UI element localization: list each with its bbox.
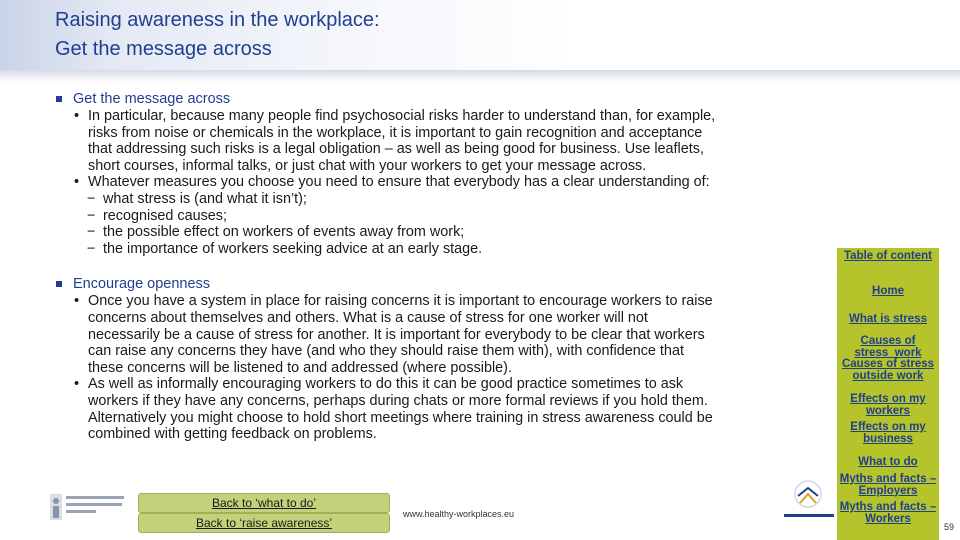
text-line: Alternatively you might choose to hold short meetings where training in stress awareness could be bbox=[88, 409, 713, 426]
text-line: Once you have a system in place for raising concerns it is important to encourage workers to raise bbox=[88, 293, 713, 310]
section-heading: Encourage openness bbox=[55, 275, 835, 293]
square-bullet-icon bbox=[56, 96, 62, 102]
nav-causes-stress-work[interactable]: Causes of stress_work bbox=[854, 335, 922, 359]
section-heading: Get the message across bbox=[55, 90, 835, 108]
dash-icon: − bbox=[87, 240, 96, 257]
sub-bullet-item: − the possible effect on workers of events away from work; bbox=[87, 224, 465, 241]
bullet-dot-icon: • bbox=[74, 174, 80, 191]
text-line: that addressing such risks is a legal obligation – as well as being good for business. Use leaflets, bbox=[88, 141, 704, 158]
bullet-item bbox=[55, 108, 835, 174]
dash-icon: − bbox=[87, 190, 96, 207]
text-line: can raise any concerns they have (and who they should raise them with), with confidence that bbox=[88, 343, 684, 360]
bullet-item bbox=[55, 293, 835, 376]
text-line: necessarily be a cause of stress for another. It is important for everybody to be clear that workers bbox=[88, 326, 705, 343]
dash-icon: − bbox=[87, 224, 96, 241]
page-title-line1: Raising awareness in the workplace: bbox=[55, 9, 380, 31]
eu-osha-logo bbox=[48, 492, 128, 522]
bullet-dot-icon: • bbox=[74, 376, 80, 393]
text-line: Whatever measures you choose you need to ensure that everybody has a clear understanding of: bbox=[88, 174, 710, 191]
text-line: combined with getting feedback on problems. bbox=[88, 426, 377, 443]
sub-bullet-item: − recognised causes; bbox=[87, 207, 227, 224]
healthy-workplaces-logo-icon bbox=[778, 478, 840, 530]
text-line: As well as informally encouraging workers to do this it can be good practice sometimes to ask bbox=[88, 376, 684, 393]
header-divider bbox=[0, 70, 960, 82]
text-line: workers if they have any concerns, perhaps during chats or more formal reviews if you hold them. bbox=[88, 392, 708, 409]
text-line: short courses, informal talks, or just chat with your workers to get your message across. bbox=[88, 157, 647, 174]
dash-icon: − bbox=[87, 207, 96, 224]
text-line: concerns about themselves and others. What is a cause of stress for one worker will not bbox=[88, 309, 648, 326]
section-encourage-openness bbox=[55, 275, 835, 442]
nav-home[interactable]: Home bbox=[872, 285, 904, 297]
text-line: these concerns will be listened to and addressed (where possible). bbox=[88, 359, 512, 376]
spacer bbox=[55, 257, 835, 275]
back-to-what-to-do-button[interactable]: Back to ‘what to do’ bbox=[138, 493, 390, 513]
section-get-message bbox=[55, 90, 835, 257]
nav-table-of-content[interactable]: Table of content bbox=[844, 250, 932, 262]
nav-what-is-stress[interactable]: What is stress bbox=[849, 313, 927, 325]
text-line: risks from noise or chemicals in the workplace, it is important to gain recognition and acceptance bbox=[88, 124, 703, 141]
bullet-dot-icon: • bbox=[74, 108, 80, 124]
main-content bbox=[55, 90, 835, 443]
website-url[interactable]: www.healthy-workplaces.eu bbox=[403, 509, 515, 519]
navigation-sidebar bbox=[837, 248, 939, 540]
nav-what-to-do[interactable]: What to do bbox=[858, 456, 918, 468]
bullet-item bbox=[55, 174, 835, 191]
nav-myths-workers[interactable]: Myths and facts – Workers bbox=[839, 501, 937, 525]
sub-bullet-item: − the importance of workers seeking advice at an early stage. bbox=[87, 240, 483, 257]
healthy-workplaces-logo bbox=[778, 478, 840, 530]
nav-effects-workers[interactable]: Effects on my workers bbox=[850, 393, 926, 417]
square-bullet-icon bbox=[56, 281, 62, 287]
eu-osha-logo-icon bbox=[48, 492, 128, 522]
page-title-line2: Get the message across bbox=[55, 38, 272, 60]
back-to-raise-awareness-button[interactable]: Back to ‘raise awareness’ bbox=[138, 513, 390, 533]
text-line: In particular, because many people find psychosocial risks harder to understand than, for example, bbox=[88, 108, 716, 124]
nav-causes-stress-outside-work[interactable]: Causes of stress outside work bbox=[841, 358, 935, 382]
page-title bbox=[55, 6, 380, 64]
page-number: 59 bbox=[944, 522, 955, 532]
sub-bullet-item: − what stress is (and what it isn’t); bbox=[87, 190, 307, 207]
nav-myths-employers[interactable]: Myths and facts – Employers bbox=[839, 473, 937, 497]
bullet-dot-icon: • bbox=[74, 293, 80, 310]
bullet-item bbox=[55, 376, 835, 442]
nav-effects-business[interactable]: Effects on my business bbox=[850, 421, 926, 445]
